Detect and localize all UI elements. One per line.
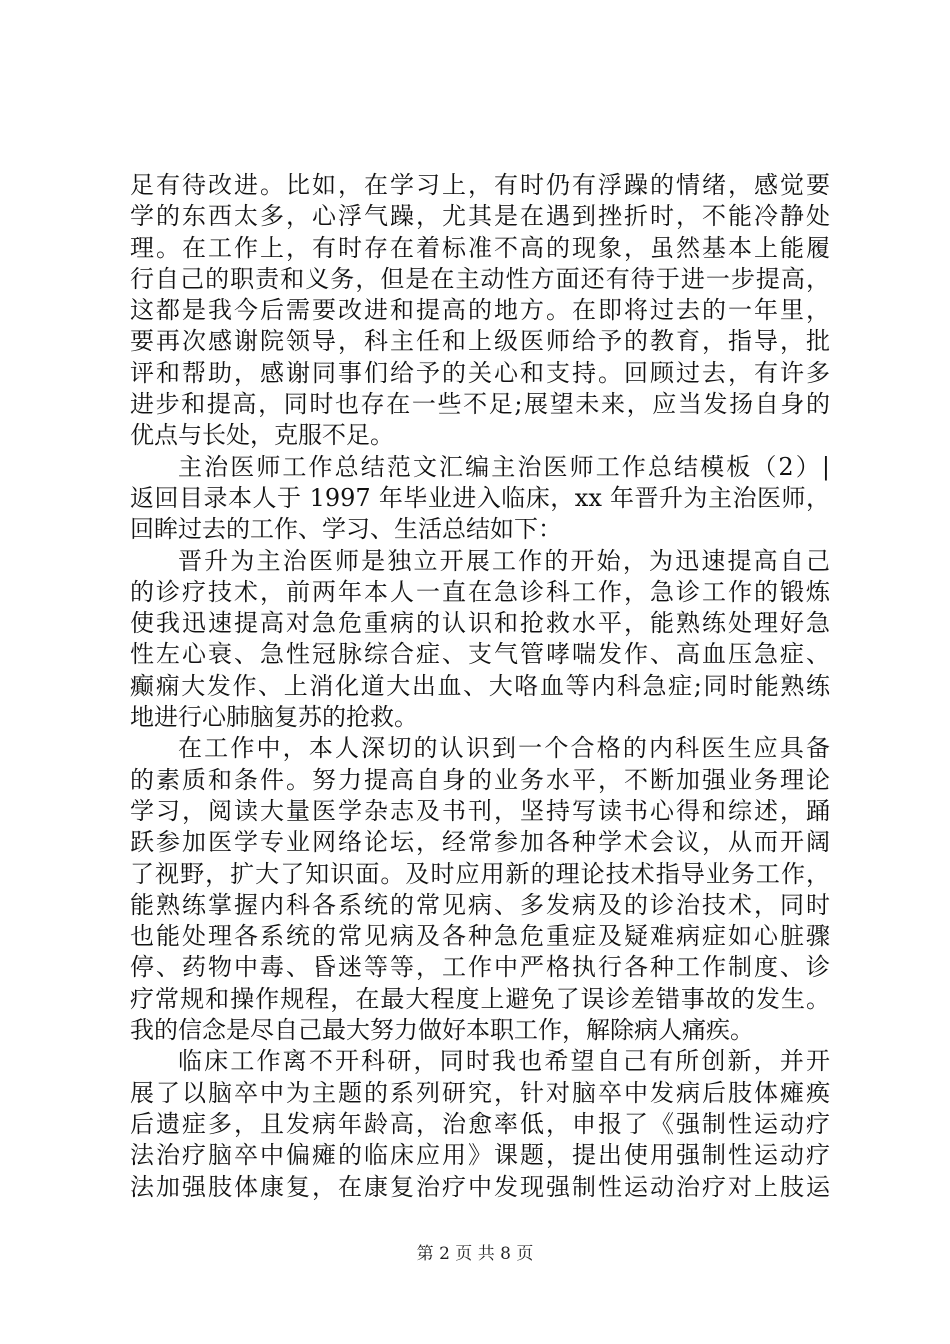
text-line: 学习，阅读大量医学杂志及书刊，坚持写读书心得和综述，踊 [130,796,830,825]
paragraph-start-line: 晋升为主治医师是独立开展工作的开始，为迅速提高自己 [178,546,830,575]
text-line: 的诊疗技术，前两年本人一直在急诊科工作，急诊工作的锻炼 [130,577,830,606]
text-line: 要再次感谢院领导，科主任和上级医师给予的教育，指导，批 [130,327,830,356]
text-line: 癫痫大发作、上消化道大出血、大咯血等内科急症;同时能熟练 [130,671,830,700]
text-line: 疗常规和操作规程，在最大程度上避免了误诊差错事故的发生。 [130,984,830,1013]
text-line: 进步和提高，同时也存在一些不足;展望未来，应当发扬自身的 [130,390,830,419]
text-line: 能熟练掌握内科各系统的常见病、多发病及的诊治技术，同时 [130,890,830,919]
text-line: 我的信念是尽自己最大努力做好本职工作，解除病人痛疾。 [130,1016,754,1045]
text-line: 回眸过去的工作、学习、生活总结如下： [130,515,562,544]
text-line: 地进行心肺脑复苏的抢救。 [130,703,418,732]
text-line: 行自己的职责和义务，但是在主动性方面还有待于进一步提高， [130,264,830,293]
paragraph-start-line: 临床工作离不开科研，同时我也希望自己有所创新，并开 [178,1047,830,1076]
text-line: 使我迅速提高对急危重病的认识和抢救水平，能熟练处理好急 [130,609,830,638]
text-line: 的素质和条件。努力提高自身的业务水平，不断加强业务理论 [130,765,830,794]
text-line: 评和帮助，感谢同事们给予的关心和支持。回顾过去，有许多 [130,358,830,387]
text-line: 也能处理各系统的常见病及各种急危重症及疑难病症如心脏骤 [130,922,830,951]
text-line: 法加强肢体康复，在康复治疗中发现强制性运动治疗对上肢运 [130,1172,830,1201]
text-line: 这都是我今后需要改进和提高的地方。在即将过去的一年里， [130,296,830,325]
text-line: 性左心衰、急性冠脉综合症、支气管哮喘发作、高血压急症、 [130,640,830,669]
text-line: 学的东西太多，心浮气躁，尤其是在遇到挫折时，不能冷静处 [130,202,830,231]
text-line: 后遗症多，且发病年龄高，治愈率低，申报了《强制性运动疗 [130,1109,830,1138]
text-line: 停、药物中毒、昏迷等等，工作中严格执行各种工作制度、诊 [130,953,830,982]
paragraph-start-line: 在工作中，本人深切的认识到一个合格的内科医生应具备 [178,734,830,763]
body-text [130,170,830,1203]
text-line: 法治疗脑卒中偏瘫的临床应用》课题，提出使用强制性运动疗 [130,1141,830,1170]
text-line: 跃参加医学专业网络论坛，经常参加各种学术会议，从而开阔 [130,828,830,857]
section-heading-line: 主治医师工作总结范文汇编主治医师工作总结模板（2）| [178,452,830,481]
text-line: 足有待改进。比如，在学习上，有时仍有浮躁的情绪，感觉要 [130,171,830,199]
text-line: 优点与长处，克服不足。 [130,421,394,450]
text-line: 展了以脑卒中为主题的系列研究，针对脑卒中发病后肢体瘫痪 [130,1078,830,1107]
text-line: 了视野，扩大了知识面。及时应用新的理论技术指导业务工作， [130,859,830,888]
text-line: 理。在工作上，有时存在着标准不高的现象，虽然基本上能履 [130,233,830,262]
page-number-footer: 第 2 页 共 8 页 [416,1244,534,1264]
text-line: 返回目录本人于 1997 年毕业进入临床，xx 年晋升为主治医师， [130,483,830,512]
